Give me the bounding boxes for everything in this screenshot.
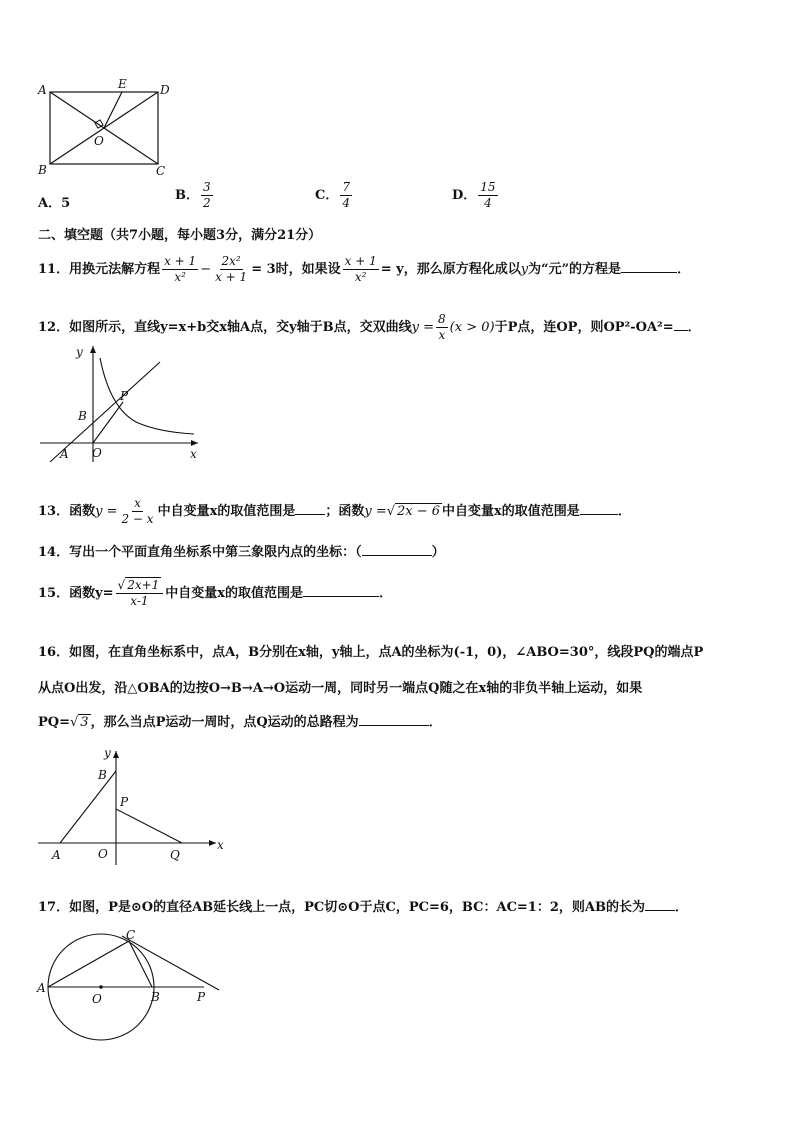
label-y: y	[104, 746, 111, 760]
label-x: x	[217, 838, 224, 852]
label-D: D	[160, 83, 170, 97]
label-B: B	[78, 409, 87, 423]
triangle-axis-figure	[36, 745, 231, 867]
answer-blank	[580, 502, 618, 515]
question-11: 11．用换元法解方程 $\frac{x + 1}{\text{x²}}$ − $\frac{\text{2x²}}{x + 1}$ = 3时，如果设 $\frac{x + 1}{\text{x²}}$ = y，那么原方程化成以y为“元”的方程是 ．	[38, 254, 691, 284]
answer-blank	[674, 318, 688, 331]
question-16-line1: 16．如图，在直角坐标系中，点A，B分别在x轴，y轴上，点A的坐标为(-1，0)，∠ABO=30°，线段PQ的端点P	[38, 645, 704, 660]
label-C: C	[156, 164, 166, 178]
choice-d: D． $\frac{15}{4}$	[452, 180, 496, 210]
question-15: 15．函数y= $\frac{√ 2x+1}{x-1}$ 中自变量x的取值范围是 ．	[38, 578, 393, 608]
hyperbola-figure	[38, 340, 208, 465]
rectangle-figure	[36, 78, 176, 178]
question-13: 13．函数y = $\frac{x}{2 - x}$ 中自变量x的取值范围是 ；函数y =√ 2x − 6 中自变量x的取值范围是 ．	[38, 496, 631, 526]
section-heading: 二、填空题（共7小题，每小题3分，满分21分）	[38, 228, 322, 243]
label-O: O	[92, 446, 102, 460]
question-14: 14．写出一个平面直角坐标系中第三象限内点的坐标：（ ）	[38, 545, 445, 560]
label-Q: Q	[170, 848, 180, 862]
label-P: P	[120, 389, 129, 403]
label-A: A	[60, 447, 69, 461]
label-O: O	[92, 992, 102, 1006]
answer-blank	[359, 713, 429, 726]
label-A: A	[37, 981, 46, 995]
question-17: 17．如图，P是⊙O的直径AB延长线上一点，PC切⊙O于点C，PC=6，BC：AC=1：2，则AB的长为 ．	[38, 900, 688, 915]
answer-blank	[621, 260, 677, 273]
answer-blank	[362, 543, 432, 556]
label-x: x	[190, 447, 197, 461]
label-A: A	[38, 83, 47, 97]
circle-tangent-figure	[34, 926, 234, 1056]
answer-blank	[645, 898, 675, 911]
choice-a: A．5	[38, 196, 71, 211]
label-y: y	[76, 345, 83, 359]
choice-c: C． $\frac{7}{4}$	[315, 180, 350, 210]
answer-blank	[303, 584, 379, 597]
label-P: P	[197, 990, 206, 1004]
label-O: O	[98, 847, 108, 861]
label-B: B	[151, 990, 160, 1004]
label-E: E	[118, 78, 127, 91]
label-C: C	[126, 928, 136, 942]
label-P: P	[120, 795, 129, 809]
choice-b: B． $\frac{3}{2}$	[175, 180, 211, 210]
question-12: 12．如图所示，直线y=x+b交x轴A点，交y轴于B点，交双曲线y = $\frac{8}{x}$ (x > 0)于P点，连OP，则OP²-OA²= ．	[38, 312, 701, 342]
label-A: A	[52, 848, 61, 862]
question-16-line2: 从点O出发，沿△OBA的边按O→B→A→O运动一周，同时另一端点Q随之在x轴的非负半轴上运动，如果	[38, 681, 643, 696]
question-16-line3: PQ=√ 3 ，那么当点P运动一周时，点Q运动的总路程为 ．	[38, 715, 442, 730]
label-B: B	[38, 163, 47, 177]
label-B: B	[98, 768, 107, 782]
answer-blank	[295, 502, 325, 515]
label-O: O	[94, 134, 104, 148]
